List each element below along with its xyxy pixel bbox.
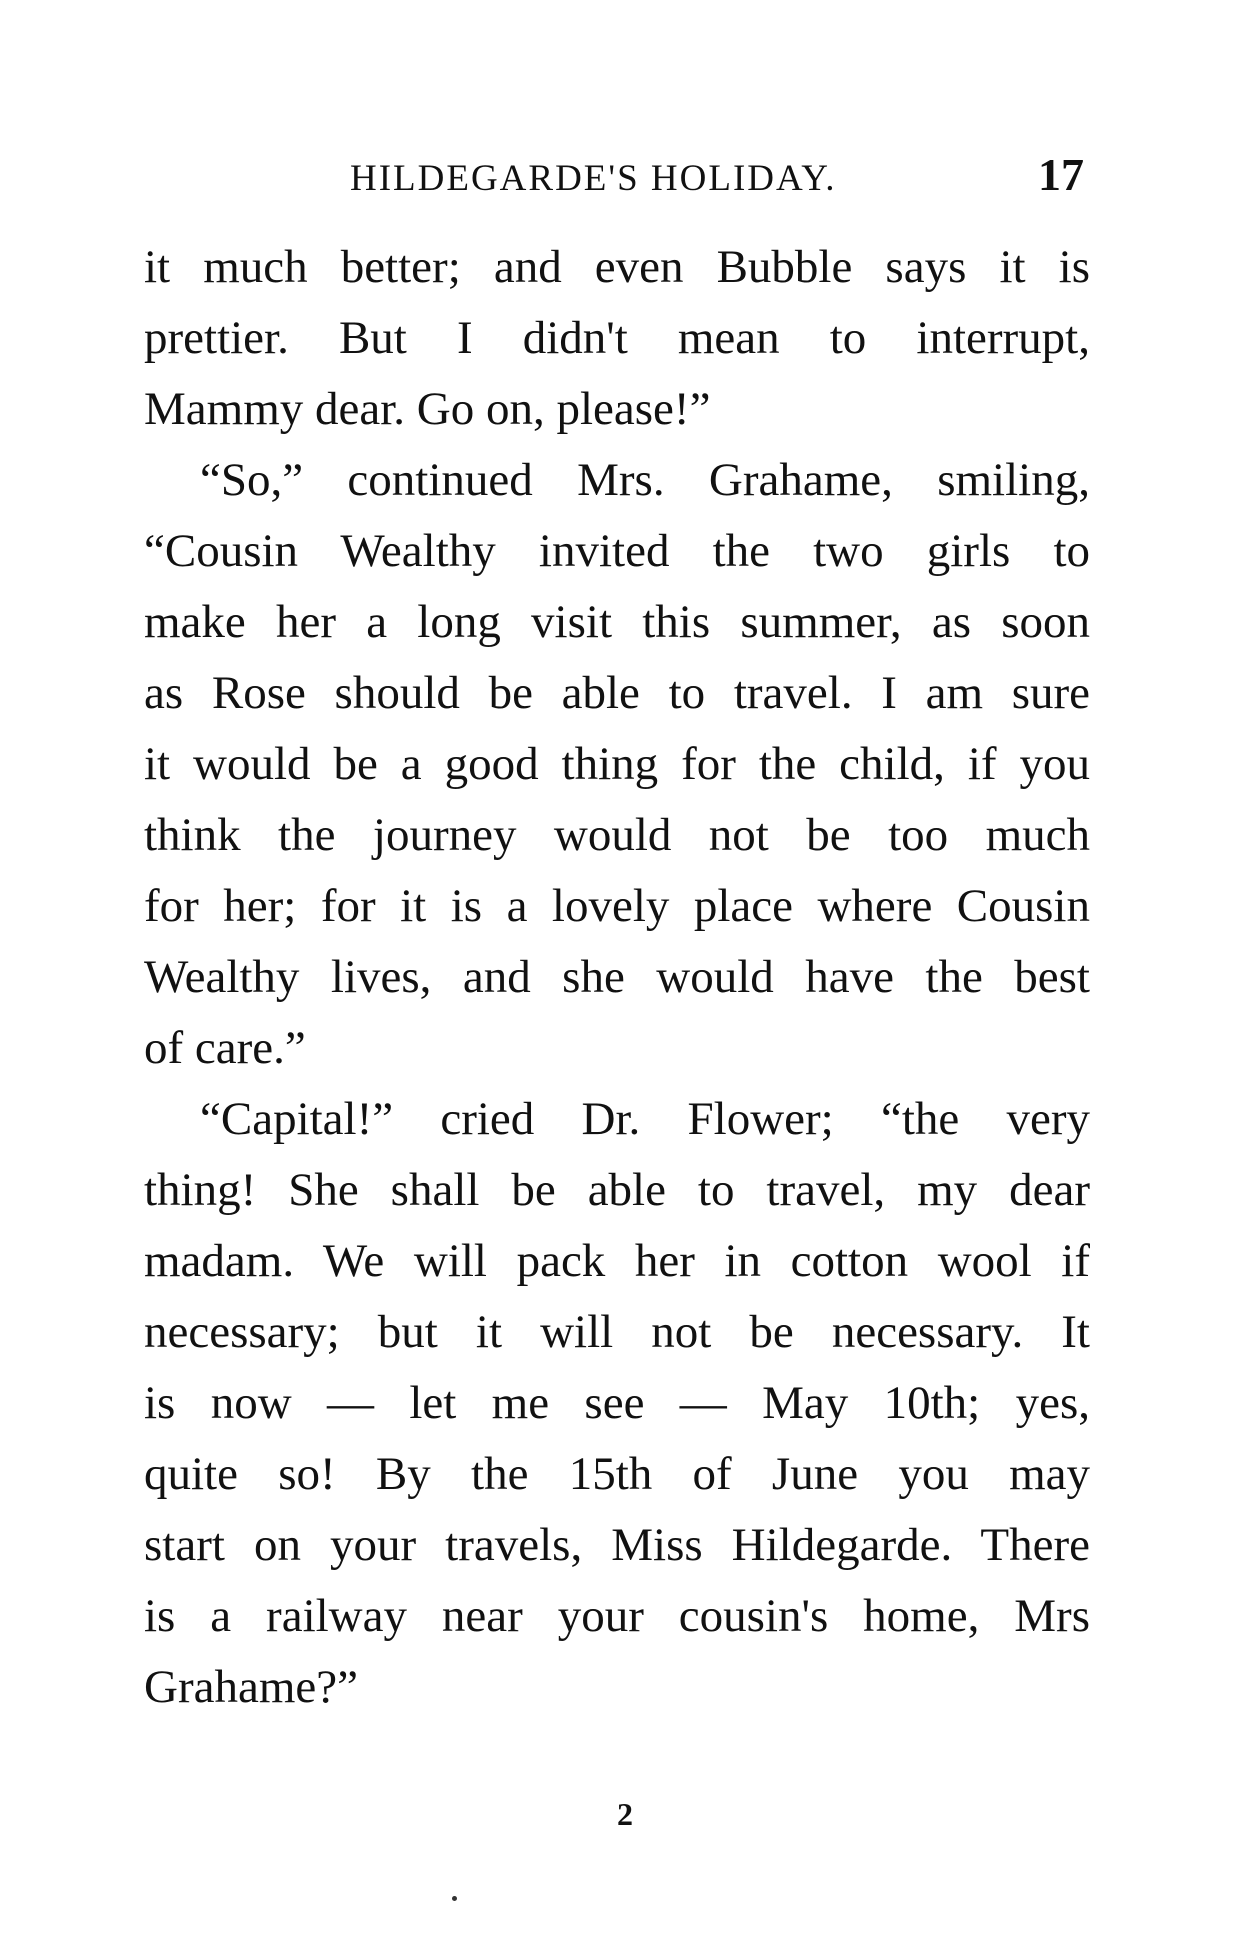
- text-line: thing! She shall be able to travel, my dear: [144, 1164, 1090, 1216]
- ink-speck: [452, 1896, 457, 1901]
- text-line: think the journey would not be too much: [144, 809, 1090, 861]
- text-line: “Cousin Wealthy invited the two girls to: [144, 525, 1090, 577]
- text-line: Grahame?”: [144, 1661, 358, 1713]
- text-line: Mammy dear. Go on, please!”: [144, 383, 711, 435]
- text-line: Wealthy lives, and she would have the best: [144, 951, 1090, 1003]
- text-line: is a railway near your cousin's home, Mrs: [144, 1590, 1090, 1642]
- body-text: [144, 232, 1090, 1723]
- text-line: “Capital!” cried Dr. Flower; “the very: [200, 1093, 1090, 1145]
- page-number: 17: [1038, 149, 1084, 200]
- signature-mark: 2: [617, 1796, 633, 1832]
- text-line: is now — let me see — May 10th; yes,: [144, 1377, 1090, 1429]
- text-line: for her; for it is a lovely place where Cousin: [144, 880, 1090, 932]
- text-line: madam. We will pack her in cotton wool if: [144, 1235, 1090, 1287]
- running-title: HILDEGARDE'S HOLIDAY.: [350, 158, 837, 199]
- text-line: necessary; but it will not be necessary. It: [144, 1306, 1090, 1358]
- text-line: of care.”: [144, 1022, 306, 1074]
- text-line: prettier. But I didn't mean to interrupt,: [144, 312, 1090, 364]
- text-line: it much better; and even Bubble says it is: [144, 241, 1090, 293]
- text-line: quite so! By the 15th of June you may: [144, 1448, 1090, 1500]
- text-line: as Rose should be able to travel. I am sure: [144, 667, 1090, 719]
- text-line: “So,” continued Mrs. Grahame, smiling,: [200, 454, 1090, 506]
- text-line: it would be a good thing for the child, if you: [144, 738, 1090, 790]
- text-line: make her a long visit this summer, as soon: [144, 596, 1090, 648]
- text-line: start on your travels, Miss Hildegarde. There: [144, 1519, 1090, 1571]
